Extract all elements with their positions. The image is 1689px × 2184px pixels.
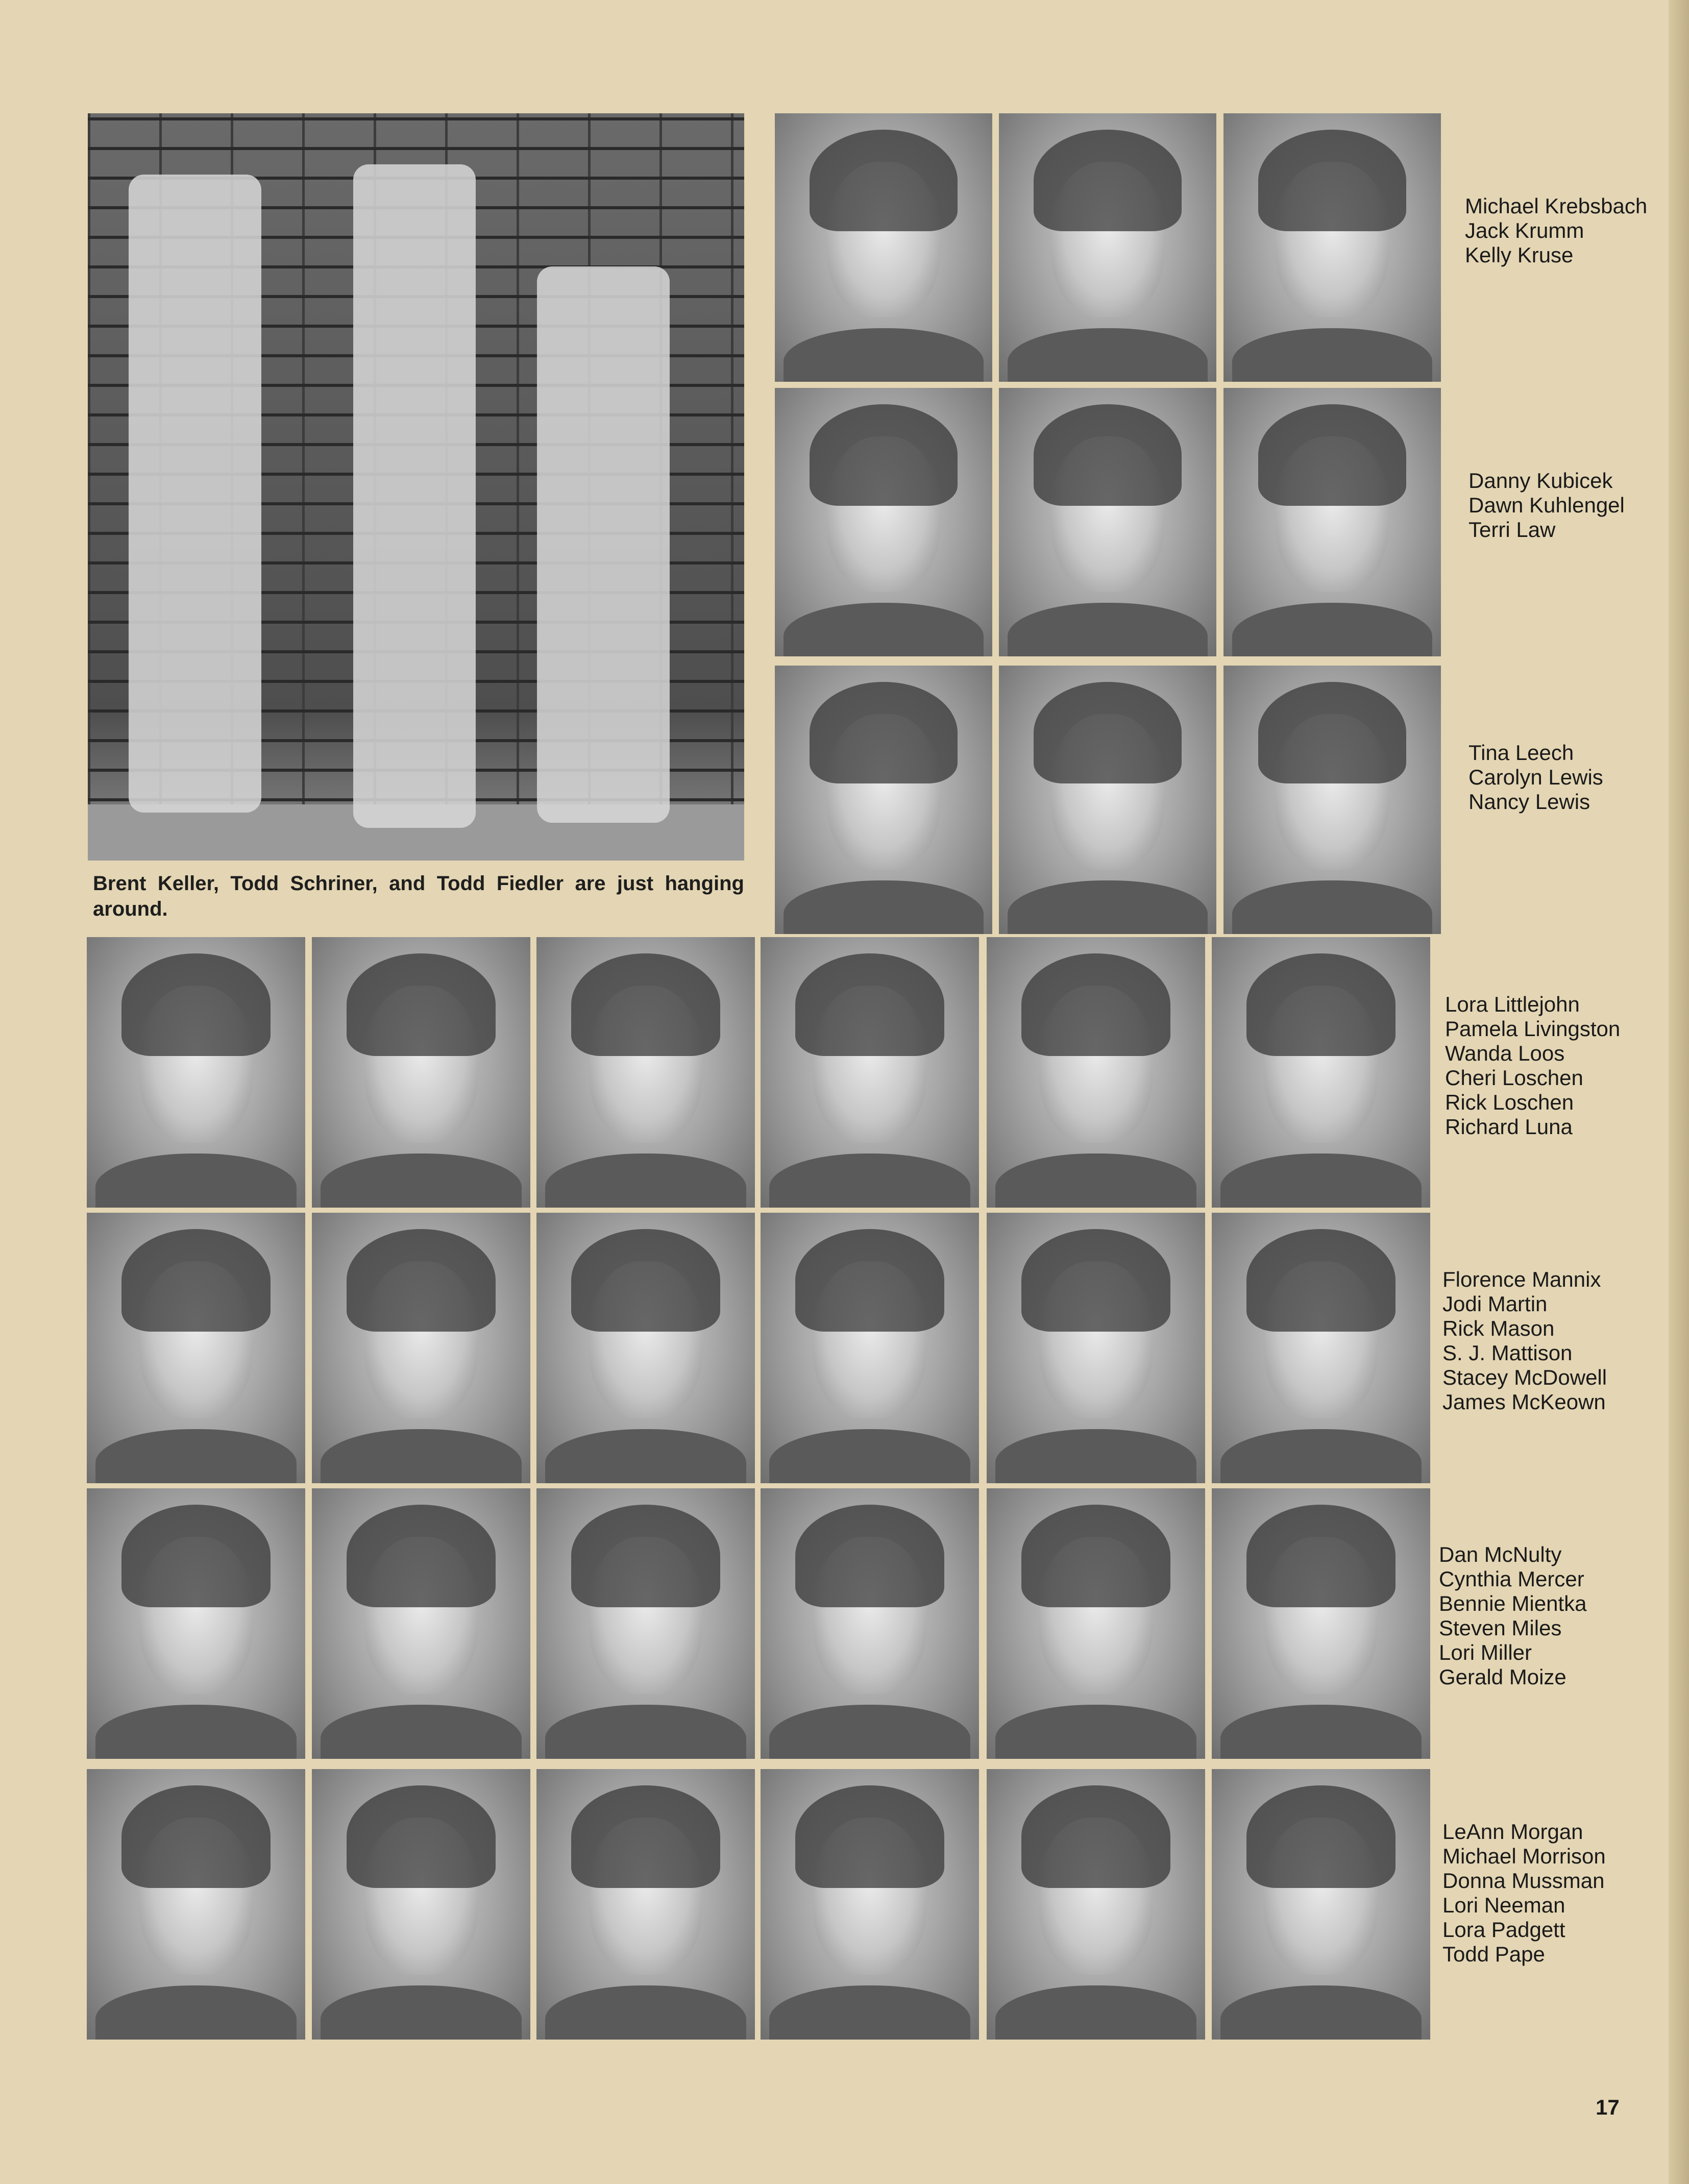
student-portrait (987, 1488, 1205, 1759)
names-row-6 (1439, 1542, 1587, 1689)
portrait-hair (1246, 953, 1395, 1056)
portrait-hair (795, 1229, 944, 1332)
portrait-hair (1021, 1229, 1170, 1332)
names-row-5 (1442, 1267, 1607, 1414)
portrait-shoulders (321, 1985, 522, 2040)
student-name: Kelly Kruse (1465, 243, 1574, 267)
portrait-shoulders (995, 1705, 1196, 1759)
portrait-shoulders (1232, 328, 1432, 382)
portrait-hair (810, 130, 958, 232)
portrait-shoulders (95, 1705, 297, 1759)
portrait-hair (1246, 1785, 1395, 1888)
student-portrait (761, 1488, 979, 1759)
portrait-hair (121, 1505, 270, 1607)
portrait-hair (1021, 953, 1170, 1056)
student-portrait (1223, 388, 1441, 656)
portrait-hair (347, 1229, 495, 1332)
portrait-hair (810, 682, 958, 784)
portrait-shoulders (1008, 328, 1208, 382)
figure-handstand-left (129, 175, 261, 813)
student-name: Michael Morrison (1442, 1844, 1606, 1868)
page-edge (1669, 0, 1689, 2184)
student-name: Stacey McDowell (1442, 1365, 1607, 1389)
portrait-hair (795, 953, 944, 1056)
student-portrait (312, 1213, 530, 1483)
student-portrait (761, 937, 979, 1208)
portrait-hair (571, 1505, 720, 1607)
student-name: LeAnn Morgan (1442, 1820, 1583, 1844)
student-portrait (775, 388, 992, 656)
student-portrait (312, 1769, 530, 2040)
student-name: Lori Neeman (1442, 1893, 1565, 1917)
portrait-shoulders (784, 880, 984, 934)
student-portrait (312, 1488, 530, 1759)
names-row-7 (1442, 1820, 1606, 1967)
student-name: Jack Krumm (1465, 218, 1584, 242)
portrait-hair (1021, 1785, 1170, 1888)
portrait-hair (1258, 130, 1406, 232)
portrait-shoulders (321, 1154, 522, 1208)
student-portrait (1223, 666, 1441, 934)
student-name: Carolyn Lewis (1468, 765, 1603, 789)
student-name: Dawn Kuhlengel (1468, 493, 1625, 517)
portrait-shoulders (784, 603, 984, 656)
portrait-hair (571, 1229, 720, 1332)
portrait-shoulders (321, 1429, 522, 1483)
student-portrait (87, 1213, 305, 1483)
figure-handstand-right (537, 266, 670, 823)
portrait-hair (347, 953, 495, 1056)
portrait-shoulders (995, 1154, 1196, 1208)
portrait-shoulders (1008, 880, 1208, 934)
student-name: Nancy Lewis (1468, 790, 1590, 814)
portrait-hair (121, 1229, 270, 1332)
portrait-shoulders (1008, 603, 1208, 656)
portrait-shoulders (545, 1705, 746, 1759)
portrait-shoulders (769, 1705, 970, 1759)
portrait-shoulders (1220, 1985, 1422, 2040)
portrait-shoulders (995, 1429, 1196, 1483)
portrait-hair (1258, 682, 1406, 784)
student-name: Donna Mussman (1442, 1869, 1605, 1893)
portrait-shoulders (995, 1985, 1196, 2040)
portrait-shoulders (1220, 1705, 1422, 1759)
student-name: James McKeown (1442, 1390, 1606, 1414)
student-portrait (87, 937, 305, 1208)
student-name: Danny Kubicek (1468, 469, 1613, 493)
student-portrait (999, 113, 1216, 382)
student-portrait (1212, 1213, 1430, 1483)
student-portrait (536, 937, 755, 1208)
portrait-shoulders (545, 1985, 746, 2040)
student-portrait (987, 1213, 1205, 1483)
student-name: Pamela Livingston (1445, 1017, 1621, 1041)
portrait-hair (1246, 1229, 1395, 1332)
student-name: Dan McNulty (1439, 1542, 1562, 1566)
portrait-shoulders (769, 1154, 970, 1208)
student-name: Steven Miles (1439, 1616, 1562, 1640)
student-portrait (87, 1769, 305, 2040)
portrait-hair (1034, 682, 1182, 784)
portrait-hair (121, 1785, 270, 1888)
portrait-hair (795, 1505, 944, 1607)
names-row-4 (1445, 992, 1620, 1139)
page-number: 17 (1596, 2095, 1620, 2119)
student-portrait (1212, 937, 1430, 1208)
portrait-hair (1246, 1505, 1395, 1607)
portrait-shoulders (95, 1429, 297, 1483)
portrait-hair (1034, 130, 1182, 232)
portrait-shoulders (1232, 603, 1432, 656)
student-portrait (761, 1769, 979, 2040)
portrait-shoulders (95, 1154, 297, 1208)
student-portrait (775, 666, 992, 934)
student-portrait (536, 1213, 755, 1483)
portrait-hair (1258, 404, 1406, 506)
student-name: Richard Luna (1445, 1115, 1573, 1139)
student-portrait (761, 1213, 979, 1483)
student-name: Terri Law (1468, 518, 1556, 542)
student-name: Rick Loschen (1445, 1090, 1574, 1114)
student-name: Lori Miller (1439, 1640, 1532, 1664)
feature-photo-handstands (88, 113, 744, 861)
student-name: Jodi Martin (1442, 1292, 1548, 1316)
names-row-3 (1468, 741, 1603, 814)
portrait-shoulders (321, 1705, 522, 1759)
student-name: Michael Krebsbach (1465, 194, 1648, 218)
portrait-shoulders (95, 1985, 297, 2040)
student-portrait (1212, 1488, 1430, 1759)
student-name: Rick Mason (1442, 1316, 1555, 1340)
portrait-hair (347, 1785, 495, 1888)
student-portrait (987, 1769, 1205, 2040)
portrait-shoulders (784, 328, 984, 382)
student-name: Florence Mannix (1442, 1267, 1601, 1291)
student-portrait (1212, 1769, 1430, 2040)
student-portrait (536, 1769, 755, 2040)
student-portrait (312, 937, 530, 1208)
feature-photo-caption: Brent Keller, Todd Schriner, and Todd Fiedler are just hanging around. (93, 872, 744, 920)
student-portrait (536, 1488, 755, 1759)
student-name: Gerald Moize (1439, 1665, 1566, 1689)
student-name: Cheri Loschen (1445, 1066, 1583, 1090)
portrait-hair (795, 1785, 944, 1888)
portrait-hair (810, 404, 958, 506)
portrait-hair (121, 953, 270, 1056)
student-portrait (999, 666, 1216, 934)
student-portrait (775, 113, 992, 382)
portrait-shoulders (769, 1429, 970, 1483)
student-portrait (1223, 113, 1441, 382)
student-portrait (87, 1488, 305, 1759)
portrait-hair (1034, 404, 1182, 506)
student-portrait (999, 388, 1216, 656)
figure-standing-center (353, 164, 476, 828)
student-name: Bennie Mientka (1439, 1591, 1587, 1615)
portrait-hair (571, 1785, 720, 1888)
names-row-1 (1465, 194, 1647, 267)
student-name: Tina Leech (1468, 741, 1574, 765)
student-name: Wanda Loos (1445, 1041, 1565, 1065)
student-name: Todd Pape (1442, 1942, 1545, 1966)
student-name: S. J. Mattison (1442, 1341, 1573, 1365)
portrait-shoulders (545, 1154, 746, 1208)
names-row-2 (1468, 469, 1625, 542)
portrait-shoulders (1232, 880, 1432, 934)
portrait-shoulders (545, 1429, 746, 1483)
portrait-shoulders (1220, 1429, 1422, 1483)
portrait-hair (1021, 1505, 1170, 1607)
portrait-hair (571, 953, 720, 1056)
portrait-shoulders (769, 1985, 970, 2040)
student-portrait (987, 937, 1205, 1208)
student-name: Lora Littlejohn (1445, 992, 1580, 1016)
portrait-shoulders (1220, 1154, 1422, 1208)
portrait-hair (347, 1505, 495, 1607)
student-name: Cynthia Mercer (1439, 1567, 1584, 1591)
student-name: Lora Padgett (1442, 1918, 1565, 1942)
